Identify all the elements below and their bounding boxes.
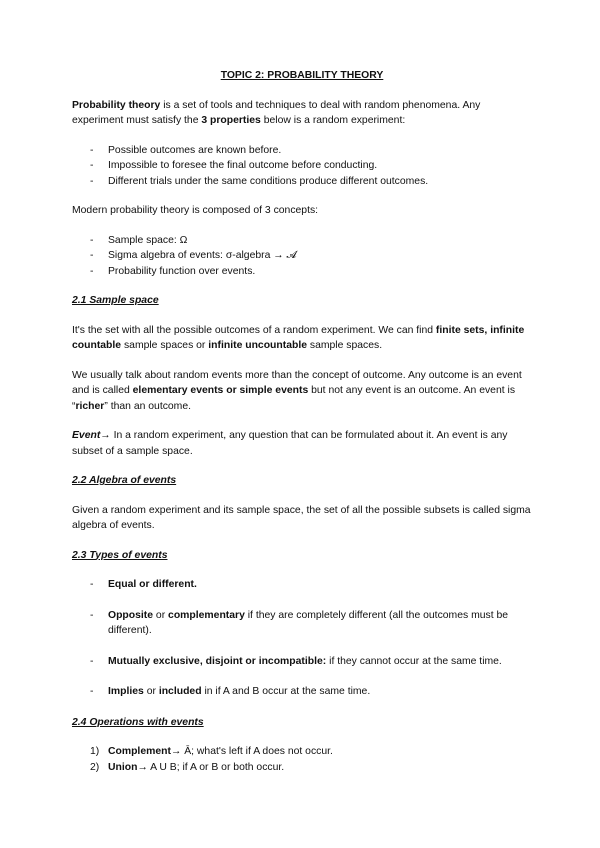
list-item bbox=[72, 760, 532, 776]
list-item: - Different trials under the same conditions produce different outcomes. bbox=[72, 174, 532, 190]
intro-emphasis: 3 properties bbox=[201, 115, 261, 126]
paragraph bbox=[72, 368, 532, 415]
properties-list bbox=[72, 143, 532, 190]
list-item bbox=[72, 654, 532, 670]
bold-text: elementary events or simple events bbox=[132, 385, 309, 396]
section-heading: 2.4 Operations with events bbox=[72, 716, 204, 728]
list-item: - Sample space: Ω bbox=[72, 233, 532, 249]
text: We usually talk about random events more than the concept of outcome. Any outcome is an event and is called bbox=[72, 369, 522, 396]
bold-text: Complement bbox=[108, 746, 171, 757]
document-page bbox=[72, 68, 532, 775]
text: if they are completely different (all the outcomes must be different). bbox=[108, 609, 509, 636]
text: if they cannot occur at the same time. bbox=[326, 655, 502, 667]
item-number: 1) bbox=[90, 746, 100, 757]
text: in if A and B occur at the same time. bbox=[201, 686, 371, 697]
intro-paragraph bbox=[72, 98, 532, 129]
paragraph bbox=[72, 323, 532, 354]
text: but not any event is an outcome. An event is “ bbox=[72, 385, 516, 412]
text: → A U B; if A or B or both occur. bbox=[137, 761, 285, 773]
text: sample spaces or bbox=[121, 340, 209, 351]
bold-text: included bbox=[158, 686, 202, 697]
intro-term: Probability theory bbox=[72, 99, 161, 111]
bold-text: richer bbox=[75, 400, 105, 412]
bold-text: Union bbox=[108, 761, 138, 773]
bold-text: infinite uncountable bbox=[208, 340, 308, 351]
page-title: TOPIC 2: PROBABILITY THEORY bbox=[220, 70, 384, 81]
text: → In a random experiment, any question that can be formulated about it. An event is any subset of a sample space. bbox=[72, 430, 508, 457]
event-types-list bbox=[72, 577, 532, 700]
intro-text-2: below is a random experiment: bbox=[260, 115, 406, 126]
list-item: - Sigma algebra of events: σ-algebra → 𝓐 bbox=[72, 248, 532, 264]
bold-text: Implies bbox=[108, 686, 144, 697]
bold-text: finite sets, infinite countable bbox=[72, 324, 525, 351]
list-item bbox=[72, 577, 532, 593]
concepts-list bbox=[72, 233, 532, 280]
text: or bbox=[143, 686, 159, 697]
text: or bbox=[153, 609, 169, 621]
paragraph: Given a random experiment and its sample space, the set of all the possible subsets is called sigma algebra of events. bbox=[72, 504, 531, 531]
list-item bbox=[72, 744, 532, 760]
intro-text-1: is a set of tools and techniques to deal with random phenomena. Any experiment must satisfy the bbox=[72, 99, 481, 126]
list-item bbox=[72, 608, 532, 639]
bold-text: Mutually exclusive, disjoint or incompatible: bbox=[108, 655, 327, 667]
operations-list bbox=[72, 744, 532, 775]
section-heading: 2.3 Types of events bbox=[72, 549, 168, 561]
text: → Ā; what's left if A does not occur. bbox=[170, 746, 333, 757]
item-number: 2) bbox=[90, 761, 100, 773]
text: sample spaces. bbox=[307, 340, 383, 351]
text: ” than an outcome. bbox=[104, 400, 192, 412]
list-item bbox=[72, 684, 532, 700]
bold-italic-term: Event bbox=[72, 430, 101, 441]
text: It's the set with all the possible outcomes of a random experiment. We can find bbox=[72, 324, 436, 336]
section-heading: 2.2 Algebra of events bbox=[72, 475, 177, 486]
bold-text: Opposite bbox=[108, 609, 154, 621]
list-item: - Probability function over events. bbox=[72, 264, 532, 280]
paragraph bbox=[72, 428, 532, 459]
list-item: - Impossible to foresee the final outcome before conducting. bbox=[72, 158, 532, 174]
list-item: - Possible outcomes are known before. bbox=[72, 143, 532, 159]
modern-paragraph: Modern probability theory is composed of 3 concepts: bbox=[72, 205, 319, 216]
bold-text: Equal or different. bbox=[108, 579, 197, 590]
section-heading: 2.1 Sample space bbox=[72, 295, 159, 306]
bold-text: complementary bbox=[168, 609, 245, 621]
